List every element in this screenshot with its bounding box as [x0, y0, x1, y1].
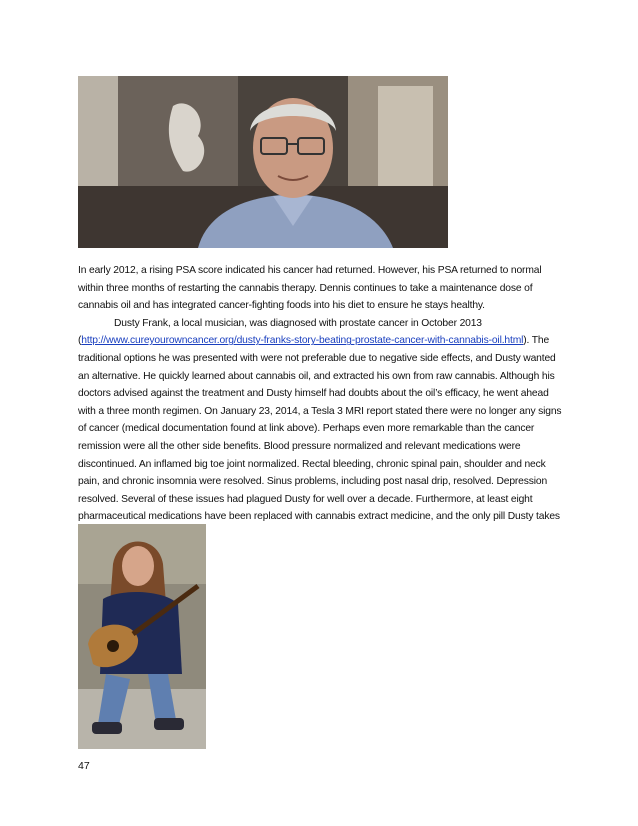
photo-dennis [78, 76, 448, 248]
paragraph-dusty-body: ). The traditional options he was presented with were not preferable due to negative side effects, and Dusty wanted an alternative. He quickly learned about cannabis oil, and extracted his own from raw cannabis. Although his doctors advised against the treatment and Dusty himself had doubts about the oil’s efficacy, he went ahead with a three month regimen. On January 23, 2014, a Tesla 3 MRI report stated there were no longer any signs of cancer (medical documentation found at link above). Perhaps even more remarkable than the cancer remission were all the other side benefits. Blood pressure normalized and relevant medications were discontinued. An inflamed big toe joint normalized. Rectal bleeding, chronic spinal pain, shoulder and neck pain, and chronic insomnia were resolved. Sinus problems, including post nasal drip, resolved. Depression resolved. Several of these issues had plagued Dusty for well over a decade. Furthermore, at least eight pharmaceutical medications have been replaced with cannabis extract medicine, and the only pill Dusty takes [78, 335, 562, 523]
source-link[interactable]: http://www.cureyourowncancer.org/dusty-franks-story-beating-prostate-cancer-with-cannabis-oil.html [81, 335, 524, 347]
photo-dusty [78, 524, 206, 749]
body-text [78, 262, 564, 544]
page-number: 47 [78, 760, 90, 772]
paragraph-dusty [78, 315, 564, 544]
paragraph-dennis: In early 2012, a rising PSA score indicated his cancer had returned. However, his PSA returned to normal within three months of restarting the cannabis therapy. Dennis continues to take a maintenance dose of cannabis oil and has integrated cancer-fighting foods into his diet to ensure he stays healthy. [78, 265, 542, 312]
paragraph-dusty-intro: Dusty Frank, a local musician, was diagnosed with prostate cancer in October 2013 ( [78, 317, 482, 347]
